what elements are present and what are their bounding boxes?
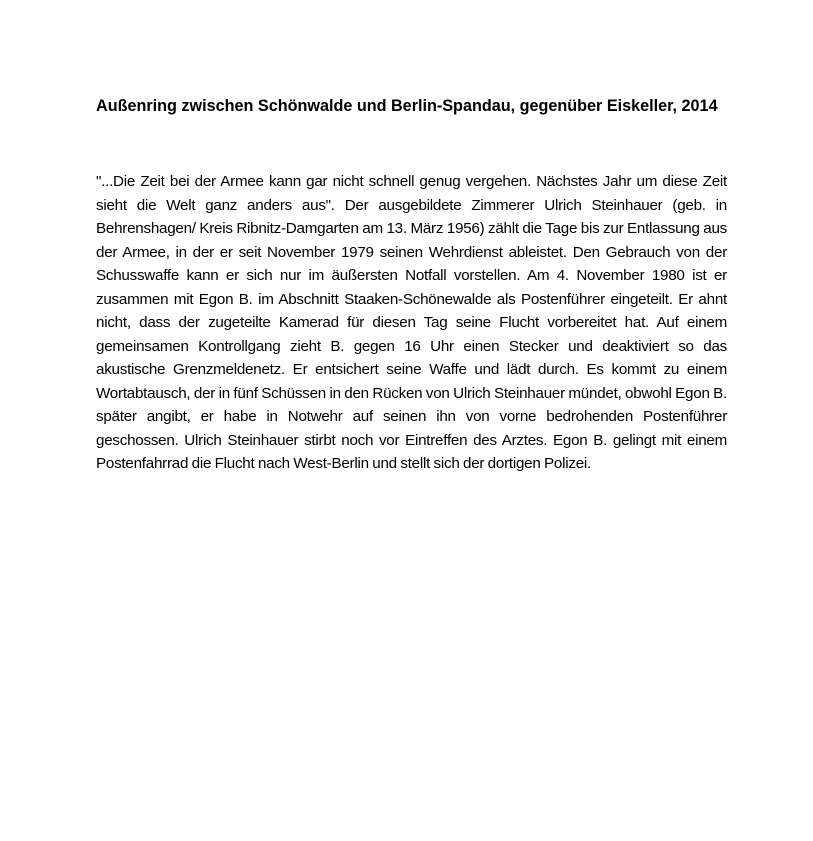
document-paragraph: "...Die Zeit bei der Armee kann gar nicht schnell genug vergehen. Nächstes Jahr um diese Zeit sieht die Welt ganz anders aus". Der ausgebildete Zimmerer Ulrich Steinhauer (geb. in Behrenshagen/ Kreis Ribnitz-Damgarten am 13. März 1956) zählt die Tage bis zur Entlassung aus der Armee, in der er seit November 1979 seinen Wehrdienst ableistet. Den Gebrauch von der Schusswaffe kann er sich nur im äußersten Notfall vorstellen. Am 4. November 1980 ist er zusammen mit Egon B. im Abschnitt Staaken-Schönewalde als Postenführer eingeteilt. Er ahnt nicht, dass der zugeteilte Kamerad für diesen Tag seine Flucht vorbereitet hat. Auf einem gemeinsamen Kontrollgang zieht B. gegen 16 Uhr einen Stecker und deaktiviert so das akustische Grenzmeldenetz. Er entsichert seine Waffe und lädt durch. Es kommt zu einem Wortabtausch, der in fünf Schüssen in den Rücken von Ulrich Steinhauer mündet, obwohl Egon B. später angibt, er habe in Notwehr auf seinen ihn von vorne bedrohenden Postenführer geschossen. Ulrich Steinhauer stirbt noch vor Eintreffen des Arztes. Egon B. gelingt mit einem Postenfahrrad die Flucht nach West-Berlin und stellt sich der dortigen Polizei. [96, 173, 727, 472]
document-heading: Außenring zwischen Schönwalde und Berlin-Spandau, gegenüber Eiskeller, 2014 [96, 97, 718, 115]
